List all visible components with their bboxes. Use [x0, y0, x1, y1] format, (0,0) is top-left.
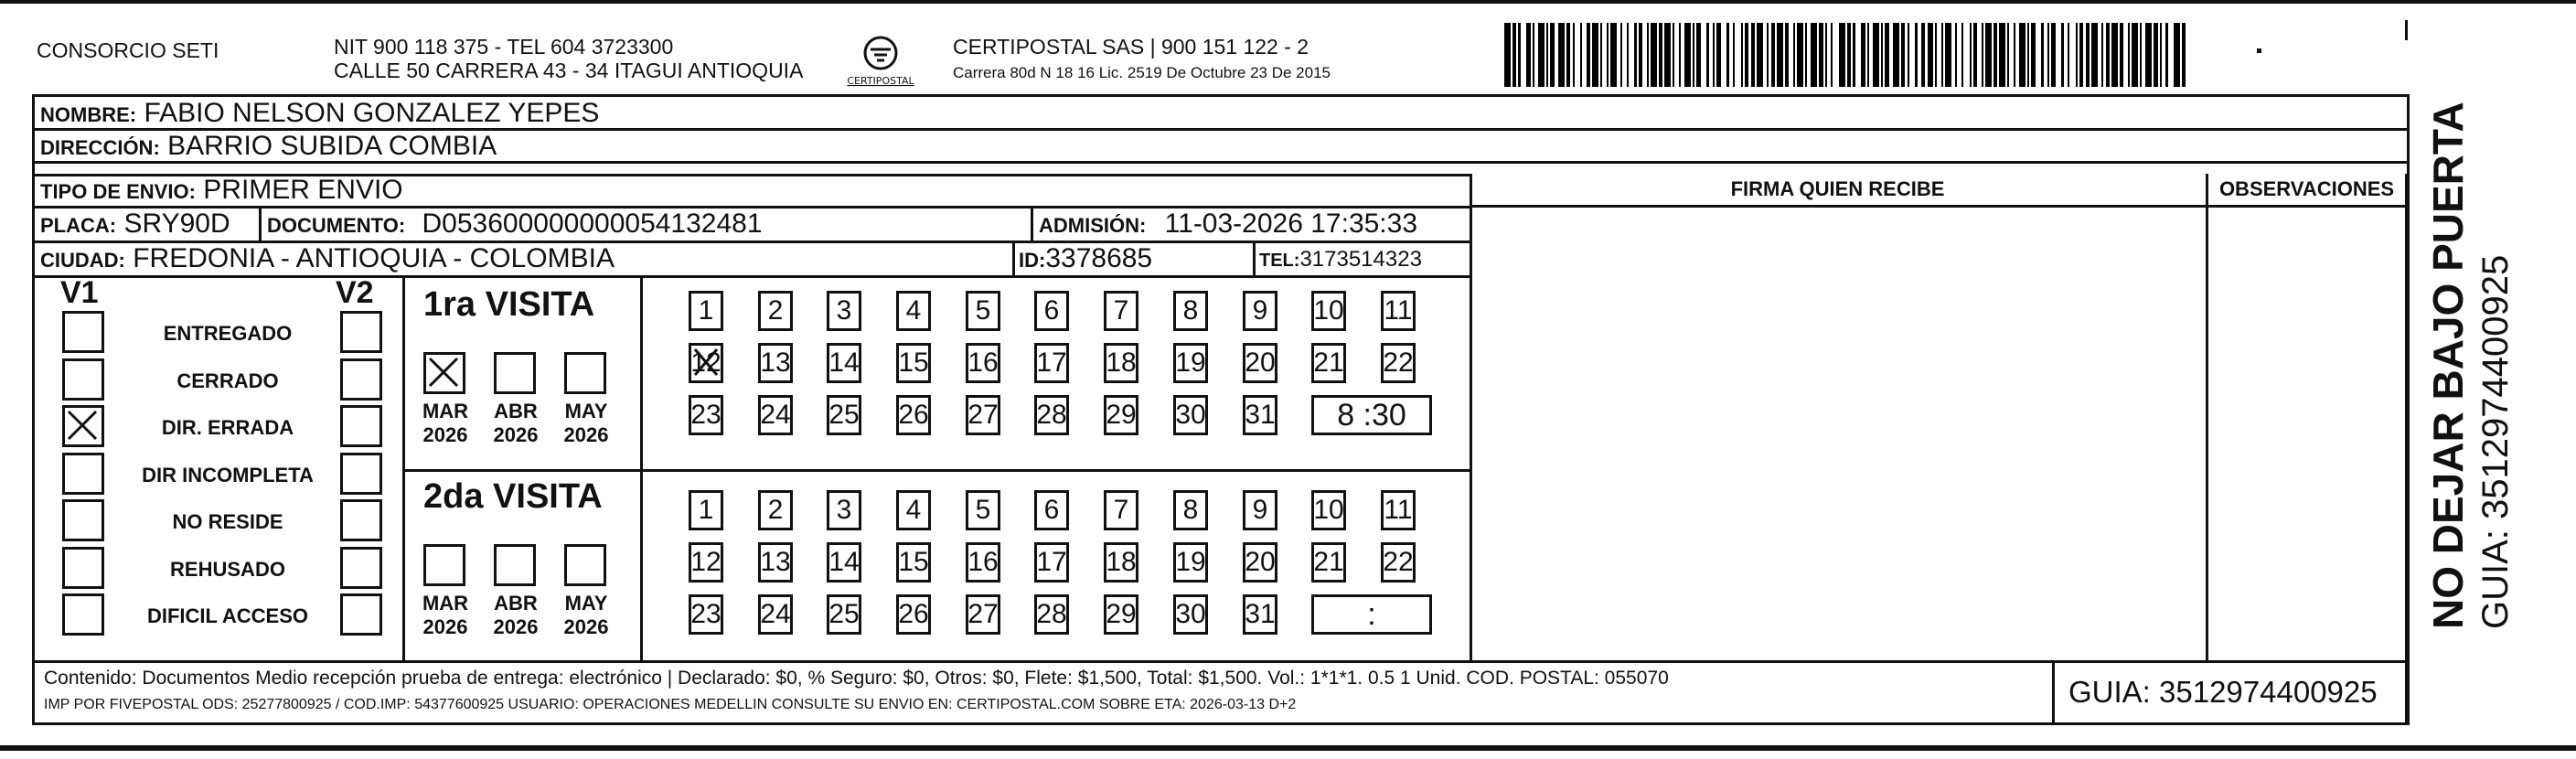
month-label: ABR — [494, 592, 538, 615]
id-label: ID: — [1019, 249, 1046, 272]
day-box[interactable]: 21 — [1311, 542, 1346, 583]
certipostal-logo — [839, 33, 922, 91]
day-box[interactable]: 25 — [827, 395, 861, 435]
month-checkbox[interactable] — [423, 352, 465, 394]
day-box[interactable]: 27 — [966, 594, 1000, 635]
day-box[interactable]: 28 — [1034, 395, 1069, 435]
day-box[interactable]: 4 — [896, 490, 931, 530]
status-label: REHUSADO — [170, 557, 285, 581]
day-box[interactable]: 3 — [827, 490, 861, 530]
day-box[interactable]: 24 — [758, 594, 793, 635]
month-label: MAY — [564, 400, 608, 422]
bottom-border — [0, 745, 2576, 751]
side-guia: GUIA: 3512974400925 — [2475, 254, 2516, 629]
day-box[interactable]: 10 — [1311, 490, 1346, 530]
license-line: Carrera 80d N 18 16 Lic. 2519 De Octubre 23 De 2015 — [953, 64, 1331, 81]
v2-checkbox[interactable] — [340, 547, 382, 589]
day-box[interactable]: 19 — [1173, 542, 1208, 583]
year-label: 2026 — [493, 423, 539, 446]
v1-label: V1 — [60, 275, 99, 310]
nombre-row — [40, 98, 599, 129]
day-box[interactable]: 5 — [966, 291, 1000, 331]
day-box[interactable]: 10 — [1311, 291, 1346, 331]
day-box[interactable]: 16 — [966, 542, 1000, 583]
address-line: CALLE 50 CARRERA 43 - 34 ITAGUI ANTIOQUIA — [334, 59, 804, 82]
v1-checkbox[interactable] — [62, 499, 104, 541]
day-box[interactable]: 15 — [896, 542, 931, 583]
admision-row — [1039, 208, 1417, 240]
mark-line — [2405, 20, 2408, 40]
day-box[interactable]: 22 — [1381, 542, 1416, 583]
month-checkbox[interactable] — [564, 544, 606, 586]
status-label: DIR INCOMPLETA — [142, 463, 314, 486]
day-box[interactable]: 7 — [1104, 490, 1138, 530]
day-box[interactable]: 12 — [689, 542, 723, 583]
v2-checkbox[interactable] — [340, 311, 382, 353]
day-box[interactable]: 30 — [1173, 594, 1208, 635]
day-box[interactable]: 2 — [758, 291, 793, 331]
year-label: 2026 — [493, 615, 539, 638]
year-label: 2026 — [422, 423, 468, 446]
day-box[interactable]: 13 — [758, 343, 793, 383]
day-box[interactable]: 26 — [896, 395, 931, 435]
year-label: 2026 — [563, 615, 609, 638]
top-border — [0, 0, 2576, 4]
month-label: ABR — [494, 400, 538, 422]
tipo-row — [40, 175, 403, 206]
id-value: 3378685 — [1045, 243, 1153, 273]
day-box[interactable]: 27 — [966, 395, 1000, 435]
day-box[interactable]: 24 — [758, 395, 793, 435]
day-box[interactable]: 18 — [1104, 343, 1138, 383]
day-box[interactable]: 20 — [1243, 343, 1277, 383]
v1-checkbox[interactable] — [62, 405, 104, 447]
direccion-row — [40, 131, 497, 162]
day-box[interactable]: 6 — [1034, 291, 1069, 331]
carrier-line: CERTIPOSTAL SAS | 900 151 122 - 2 — [953, 35, 1309, 59]
logo-text: CERTIPOSTAL — [847, 75, 914, 87]
day-box[interactable]: 6 — [1034, 490, 1069, 530]
barcode — [1504, 23, 2186, 87]
v2-checkbox[interactable] — [340, 358, 382, 401]
day-box[interactable]: 20 — [1243, 542, 1277, 583]
imp-text: IMP POR FIVEPOSTAL ODS: 25277800925 / COD.IMP: 54377600925 USUARIO: OPERACIONES MEDELLIN CONSULTE SU ENVIO EN: CERTIPOSTAL.COM SOBRE ETA: 2026-03-13 D+2 — [44, 697, 1297, 712]
status-label: NO RESIDE — [172, 510, 283, 533]
status-label: DIFICIL ACCESO — [146, 604, 308, 627]
v1-checkbox[interactable] — [62, 593, 104, 636]
day-box[interactable]: 8 — [1173, 291, 1208, 331]
day-box[interactable]: 23 — [689, 594, 723, 635]
v1-checkbox[interactable] — [62, 358, 104, 401]
day-box[interactable]: 29 — [1104, 594, 1138, 635]
day-box[interactable]: 7 — [1104, 291, 1138, 331]
day-box[interactable]: 16 — [966, 343, 1000, 383]
day-box[interactable]: 17 — [1034, 343, 1069, 383]
year-label: 2026 — [422, 615, 468, 638]
tel-label: TEL: — [1259, 251, 1300, 271]
day-box[interactable]: 22 — [1381, 343, 1416, 383]
day-box[interactable]: 18 — [1104, 542, 1138, 583]
day-box[interactable]: 19 — [1173, 343, 1208, 383]
year-label: 2026 — [563, 423, 609, 446]
nombre-label: NOMBRE: — [40, 103, 137, 126]
day-box[interactable]: 11 — [1381, 490, 1416, 530]
firma-header: FIRMA QUIEN RECIBE — [1730, 177, 1945, 200]
month-checkbox[interactable] — [494, 352, 536, 394]
direccion-label: DIRECCIÓN: — [40, 136, 160, 159]
status-label: DIR. ERRADA — [161, 416, 294, 439]
id-row — [1019, 243, 1152, 274]
v2-checkbox[interactable] — [340, 405, 382, 447]
day-box[interactable]: 13 — [758, 542, 793, 583]
tipo-label: TIPO DE ENVIO: — [40, 180, 196, 203]
month-checkbox[interactable] — [564, 352, 606, 394]
v2-label: V2 — [336, 275, 374, 310]
observaciones-header: OBSERVACIONES — [2218, 177, 2395, 200]
day-box[interactable]: 4 — [896, 291, 931, 331]
placa-value: SRY90D — [123, 208, 230, 239]
ciudad-value: FREDONIA - ANTIOQUIA - COLOMBIA — [133, 243, 615, 273]
v1-checkbox[interactable] — [62, 547, 104, 589]
month-checkbox[interactable] — [423, 544, 465, 586]
visit2-title: 2da VISITA — [423, 477, 603, 516]
day-box[interactable]: 14 — [827, 343, 861, 383]
day-box[interactable]: 12 — [689, 343, 723, 383]
no-dejar-text: NO DEJAR BAJO PUERTA — [2424, 102, 2472, 629]
tipo-value: PRIMER ENVIO — [203, 175, 403, 205]
footer-guia: GUIA: 3512974400925 — [2068, 675, 2378, 709]
admision-value: 11-03-2026 17:35:33 — [1164, 208, 1418, 239]
v2-checkbox[interactable] — [340, 499, 382, 541]
documento-label: DOCUMENTO: — [267, 214, 406, 237]
day-box[interactable]: 17 — [1034, 542, 1069, 583]
day-box[interactable]: 30 — [1173, 395, 1208, 435]
v1-checkbox[interactable] — [62, 453, 104, 495]
placa-row — [40, 208, 230, 240]
status-label: ENTREGADO — [163, 322, 293, 345]
v2-checkbox[interactable] — [340, 593, 382, 636]
nit-line: NIT 900 118 375 - TEL 604 3723300 — [334, 35, 674, 59]
day-box[interactable]: 9 — [1243, 291, 1277, 331]
day-box[interactable]: 26 — [896, 594, 931, 635]
day-box[interactable]: 29 — [1104, 395, 1138, 435]
contenido-text: Contenido: Documentos Medio recepción prueba de entrega: electrónico | Declarado: $0, % Seguro: $0, Otros: $0, Flete: $1,500, Total: $1,500. Vol.: 1*1*1. 0.5 1 Unid. COD. POSTAL: 055070 — [44, 668, 1669, 689]
day-box[interactable]: 5 — [966, 490, 1000, 530]
day-box[interactable]: 11 — [1381, 291, 1416, 331]
day-box[interactable]: 14 — [827, 542, 861, 583]
day-box[interactable]: 25 — [827, 594, 861, 635]
direccion-value: BARRIO SUBIDA COMBIA — [167, 131, 497, 161]
day-box[interactable]: 31 — [1243, 594, 1277, 635]
day-box[interactable]: 23 — [689, 395, 723, 435]
day-box[interactable]: 21 — [1311, 343, 1346, 383]
month-label: MAR — [422, 592, 469, 615]
day-box[interactable]: 3 — [827, 291, 861, 331]
month-label: MAY — [564, 592, 608, 615]
time-box[interactable]: : — [1311, 594, 1432, 635]
tel-value: 3173514323 — [1299, 247, 1422, 272]
mark-dot — [2257, 48, 2261, 53]
admision-label: ADMISIÓN: — [1039, 214, 1147, 237]
month-label: MAR — [422, 400, 469, 422]
tel-row — [1259, 247, 1422, 273]
month-checkbox[interactable] — [494, 544, 536, 586]
day-box[interactable]: 2 — [758, 490, 793, 530]
nombre-value: FABIO NELSON GONZALEZ YEPES — [144, 98, 600, 128]
placa-label: PLACA: — [40, 214, 117, 237]
day-box[interactable]: 8 — [1173, 490, 1208, 530]
v1-checkbox[interactable] — [62, 311, 104, 353]
day-box[interactable]: 15 — [896, 343, 931, 383]
status-label: CERRADO — [176, 369, 279, 392]
ciudad-row — [40, 243, 615, 274]
day-box[interactable]: 31 — [1243, 395, 1277, 435]
day-box[interactable]: 1 — [689, 291, 723, 331]
day-box[interactable]: 9 — [1243, 490, 1277, 530]
visit1-title: 1ra VISITA — [423, 285, 595, 324]
documento-value: D053600000000054132481 — [422, 208, 763, 239]
day-box[interactable]: 28 — [1034, 594, 1069, 635]
v2-checkbox[interactable] — [340, 453, 382, 495]
company-name: CONSORCIO SETI — [37, 38, 219, 62]
time-box[interactable]: 8 :30 — [1311, 395, 1432, 435]
day-box[interactable]: 1 — [689, 490, 723, 530]
documento-row — [267, 208, 763, 240]
ciudad-label: CIUDAD: — [40, 249, 125, 272]
